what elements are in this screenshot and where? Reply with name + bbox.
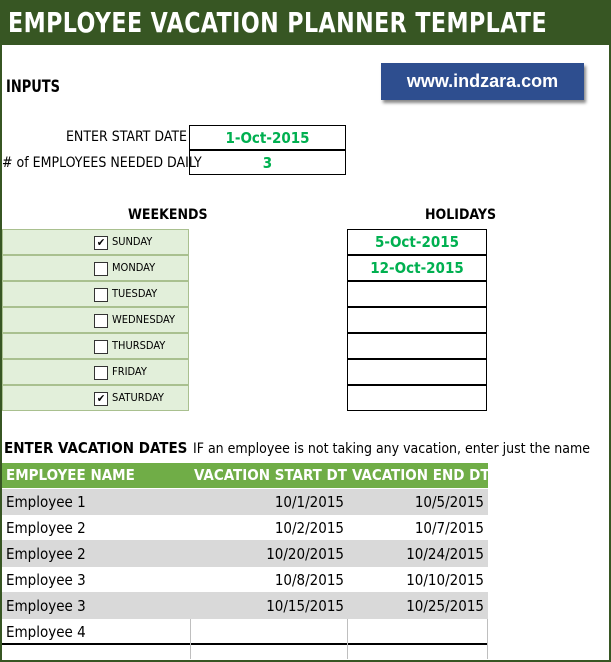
start-date-input[interactable]: 1-Oct-2015	[189, 125, 346, 150]
employee-name-cell[interactable]: Employee 3	[6, 571, 86, 589]
inputs-heading: INPUTS	[6, 77, 61, 97]
weekend-row-monday	[2, 255, 189, 281]
weekend-checkbox[interactable]	[94, 366, 108, 380]
column-divider	[487, 619, 488, 659]
table-row	[2, 593, 488, 619]
page-title: EMPLOYEE VACATION PLANNER TEMPLATE	[8, 6, 548, 39]
weekend-row-friday	[2, 359, 189, 385]
weekend-checkbox[interactable]	[94, 340, 108, 354]
holiday-cell[interactable]	[347, 307, 487, 333]
start-date-cell[interactable]: 10/8/2015	[274, 571, 344, 589]
weekend-checkbox[interactable]: ✔	[94, 236, 108, 250]
weekend-checkbox[interactable]	[94, 288, 108, 302]
vacation-table-header	[2, 463, 488, 488]
end-date-cell[interactable]: 10/25/2015	[406, 597, 484, 615]
table-row	[2, 619, 488, 645]
weekend-label: WEDNESDAY	[112, 313, 175, 326]
holiday-cell[interactable]	[347, 333, 487, 359]
column-divider	[347, 619, 348, 659]
holiday-cell[interactable]	[347, 359, 487, 385]
table-row	[2, 541, 488, 567]
table-row	[2, 489, 488, 515]
weekend-label: SATURDAY	[112, 391, 164, 404]
vacation-note: IF an employee is not taking any vacation, enter just the name	[193, 441, 591, 457]
weekend-row-sunday	[2, 229, 189, 255]
weekend-label: MONDAY	[112, 261, 156, 274]
employee-name-cell[interactable]: Employee 3	[6, 597, 86, 615]
weekend-label: SUNDAY	[112, 235, 153, 248]
employee-name-cell[interactable]: Employee 2	[6, 519, 86, 537]
end-date-cell[interactable]: 10/10/2015	[406, 571, 484, 589]
holiday-cell[interactable]: 5-Oct-2015	[347, 229, 487, 255]
website-link-button[interactable]: www.indzara.com	[381, 63, 584, 100]
weekend-row-thursday	[2, 333, 189, 359]
employees-needed-label: # of EMPLOYEES NEEDED DAILY	[2, 155, 202, 171]
weekend-label: TUESDAY	[112, 287, 158, 300]
start-date-cell[interactable]: 10/2/2015	[274, 519, 344, 537]
employee-name-cell[interactable]: Employee 4	[6, 623, 86, 641]
start-date-cell[interactable]: 10/20/2015	[266, 545, 344, 563]
vacation-heading: ENTER VACATION DATES	[4, 439, 188, 457]
table-row	[2, 515, 488, 541]
title-bar	[0, 0, 611, 45]
end-date-cell[interactable]: 10/7/2015	[414, 519, 484, 537]
table-row	[2, 567, 488, 593]
weekend-row-wednesday	[2, 307, 189, 333]
holidays-heading: HOLIDAYS	[425, 207, 497, 223]
column-divider	[190, 619, 191, 659]
weekend-row-saturday	[2, 385, 189, 411]
end-date-cell[interactable]: 10/5/2015	[414, 493, 484, 511]
weekend-checkbox[interactable]	[94, 262, 108, 276]
employee-name-cell[interactable]: Employee 2	[6, 545, 86, 563]
column-header-employee-name: EMPLOYEE NAME	[6, 466, 135, 484]
start-date-label: ENTER START DATE	[65, 129, 187, 145]
start-date-cell[interactable]: 10/15/2015	[266, 597, 344, 615]
employees-needed-input[interactable]: 3	[189, 150, 346, 175]
weekend-label: THURSDAY	[112, 339, 166, 352]
holiday-cell[interactable]	[347, 281, 487, 307]
start-date-cell[interactable]: 10/1/2015	[274, 493, 344, 511]
column-header-end-date: VACATION END DT	[352, 466, 490, 484]
holiday-cell[interactable]	[347, 385, 487, 411]
weekend-row-tuesday	[2, 281, 189, 307]
weekends-heading: WEEKENDS	[128, 207, 208, 223]
weekend-checkbox[interactable]: ✔	[94, 392, 108, 406]
weekend-checkbox[interactable]	[94, 314, 108, 328]
holiday-cell[interactable]: 12-Oct-2015	[347, 255, 487, 281]
weekend-label: FRIDAY	[112, 365, 147, 378]
end-date-cell[interactable]: 10/24/2015	[406, 545, 484, 563]
column-header-start-date: VACATION START DT	[194, 466, 347, 484]
employee-name-cell[interactable]: Employee 1	[6, 493, 86, 511]
